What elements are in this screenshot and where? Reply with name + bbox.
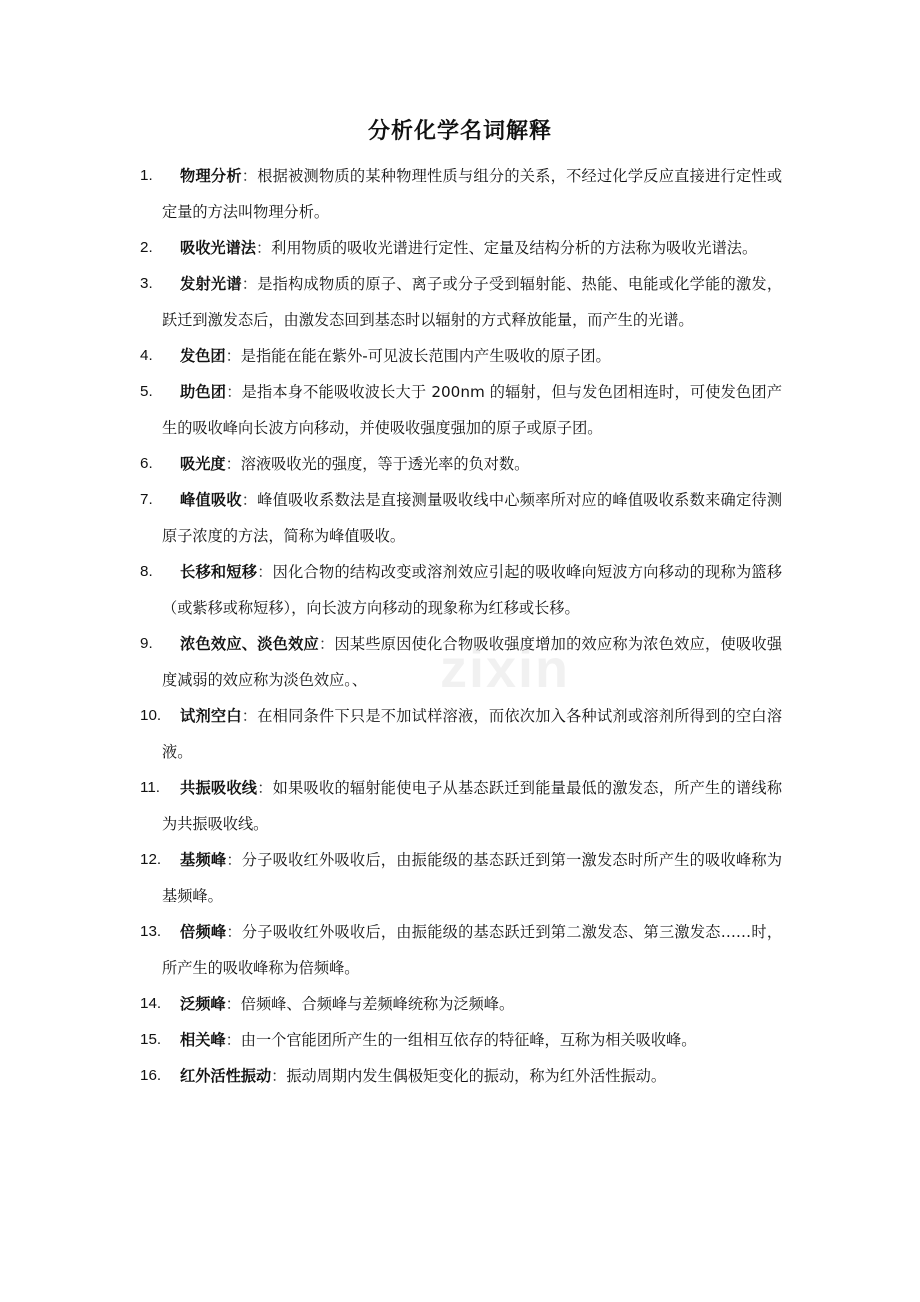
term-number: 8. [140,563,153,580]
term-number: 12. [140,851,162,868]
term-definition: 峰值吸收系数法是直接测量吸收线中心频率所对应的峰值吸收系数来确定待测原子浓度的方法，简称为峰值吸收。 [162,491,783,545]
term-separator: ： [271,1067,287,1085]
term-definition: 由一个官能团所产生的一组相互依存的特征峰，互称为相关吸收峰。 [240,1031,697,1049]
term-item [140,446,782,482]
term-number: 1. [140,167,153,184]
term-name: 峰值吸收 [180,491,242,509]
term-definition: 在相同条件下只是不加试样溶液，而依次加入各种试剂或溶剂所得到的空白溶液。 [162,707,783,761]
term-name: 泛频峰 [180,995,226,1013]
term-name: 吸收光谱法 [180,239,256,257]
term-definition: 振动周期内发生偶极矩变化的振动，称为红外活性振动。 [286,1067,666,1085]
watermark: zixin [440,639,571,699]
term-number: 13. [140,923,162,940]
term-item [140,770,782,842]
term-body [162,338,782,374]
term-separator: ： [255,239,272,257]
term-number: 15. [140,1031,162,1048]
term-separator: ： [241,707,258,725]
term-item [140,842,782,914]
term-number: 9. [140,635,153,652]
term-body [162,230,782,266]
term-body [162,986,782,1022]
term-item [140,698,782,770]
term-separator: ： [225,455,241,473]
term-separator: ： [225,995,241,1013]
term-item [140,482,782,554]
term-body [162,266,782,338]
term-list [140,158,782,1094]
term-definition: 如果吸收的辐射能使电子从基态跃迁到能量最低的激发态，所产生的谱线称为共振吸收线。 [162,779,783,833]
term-name: 发色团 [180,347,226,365]
term-body [162,698,782,770]
term-body [162,158,782,230]
term-number: 11. [140,779,160,796]
term-item [140,626,782,698]
term-item [140,914,782,986]
term-number: 14. [140,995,162,1012]
term-item [140,230,782,266]
term-number: 3. [140,275,153,292]
term-separator: ： [225,1031,241,1049]
document-title: 分析化学名词解释 [367,119,552,144]
term-item [140,266,782,338]
term-item [140,1022,782,1058]
term-body [162,482,782,554]
term-item [140,158,782,230]
term-name: 浓色效应、淡色效应 [180,635,319,653]
term-definition: 是指能在能在紫外-可见波长范围内产生吸收的原子团。 [240,347,611,365]
term-separator: ： [257,779,273,797]
term-separator: ： [241,491,258,509]
term-definition: 分子吸收红外吸收后，由振能级的基态跃迁到第二激发态、第三激发态……时，所产生的吸收峰称为倍频峰。 [162,923,783,977]
term-body [162,554,782,626]
term-definition: 因某些原因使化合物吸收强度增加的效应称为浓色效应，使吸收强度减弱的效应称为淡色效应。、 [162,635,783,689]
term-separator: ： [318,635,335,653]
term-body [162,1022,782,1058]
term-body [162,770,782,842]
term-item [140,554,782,626]
term-definition: 溶液吸收光的强度，等于透光率的负对数。 [240,455,530,473]
term-definition: 分子吸收红外吸收后，由振能级的基态跃迁到第一激发态时所产生的吸收峰称为基频峰。 [162,851,783,905]
term-separator: ： [257,563,273,581]
term-name: 助色团 [180,383,227,401]
term-definition: 因化合物的结构改变或溶剂效应引起的吸收峰向短波方向移动的现称为篮移（或紫移或称短移），向长波方向移动的现象称为红移或长移。 [162,563,783,617]
term-number: 10. [140,707,162,724]
term-number: 7. [140,491,153,508]
term-name: 试剂空白 [180,707,242,725]
term-body [162,842,782,914]
term-separator: ： [226,851,242,869]
term-definition: 利用物质的吸收光谱进行定性、定量及结构分析的方法称为吸收光谱法。 [271,239,758,257]
term-name: 基频峰 [180,851,227,869]
term-separator: ： [226,923,242,941]
term-item [140,986,782,1022]
term-separator: ： [225,347,241,365]
term-body [162,626,782,698]
term-name: 共振吸收线 [180,779,258,797]
term-item [140,1058,782,1094]
term-name: 发射光谱 [180,275,242,293]
term-item [140,374,782,446]
term-number: 5. [140,383,153,400]
term-body [162,914,782,986]
term-name: 吸光度 [180,455,226,473]
term-definition: 是指构成物质的原子、离子或分子受到辐射能、热能、电能或化学能的激发，跃迁到激发态后，由激发态回到基态时以辐射的方式释放能量，而产生的光谱。 [162,275,783,329]
term-definition: 是指本身不能吸收波长大于 200nm 的辐射，但与发色团相连时，可使发色团产生的吸收峰向长波方向移动，并使吸收强度强加的原子或原子团。 [162,383,783,437]
term-number: 2. [140,239,153,256]
term-name: 红外活性振动 [180,1067,272,1085]
term-name: 相关峰 [180,1031,226,1049]
term-number: 4. [140,347,153,364]
term-separator: ： [226,383,242,401]
term-body [162,1058,782,1094]
term-definition: 倍频峰、合频峰与差频峰统称为泛频峰。 [240,995,515,1013]
term-name: 物理分析 [180,167,242,185]
term-item [140,338,782,374]
term-separator: ： [241,275,258,293]
term-name: 倍频峰 [180,923,227,941]
term-definition: 根据被测物质的某种物理性质与组分的关系，不经过化学反应直接进行定性或定量的方法叫物理分析。 [162,167,783,221]
term-number: 6. [140,455,153,472]
term-number: 16. [140,1067,162,1084]
term-separator: ： [241,167,258,185]
term-body [162,446,782,482]
term-name: 长移和短移 [180,563,258,581]
term-body [162,374,782,446]
